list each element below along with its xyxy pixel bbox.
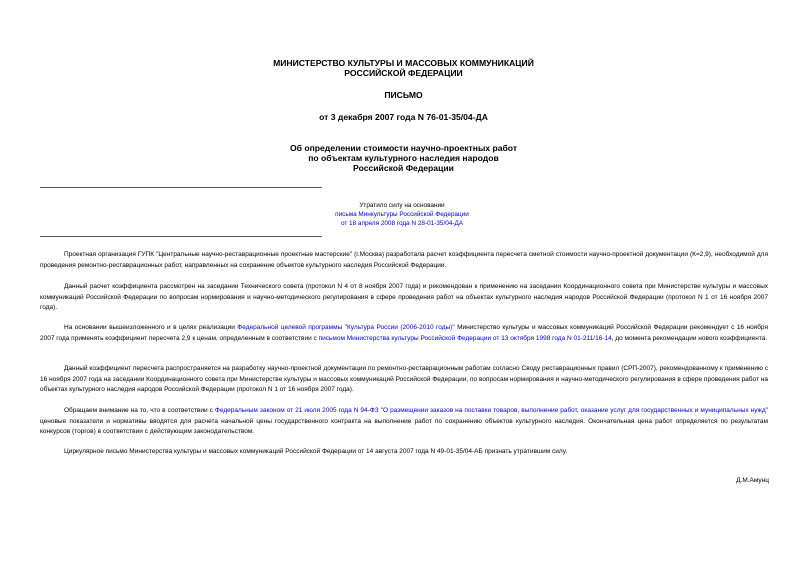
- paragraph-5-text-a: Обращаем внимание на то, что в соответствии с: [64, 407, 215, 414]
- federal-law-link[interactable]: Федеральным законом от 21 июля 2005 года N 94-ФЗ "О размещении заказов на поставки товаров, выполнение работ, оказание услуг для государственных и муниципальных нужд": [214, 407, 768, 414]
- status-note-link-line1[interactable]: письма Минкультуры Российской Федерации: [335, 211, 469, 218]
- federal-program-link[interactable]: Федеральной целевой программы "Культура России (2006-2010 годы)": [237, 324, 455, 331]
- paragraph-3-text-c: , до момента рекомендации нового коэффициента.: [611, 334, 768, 342]
- paragraph-4: Данный коэффициент пересчета распространяется на разработку научно-проектной документации по ремонтно-реставрационным работам согласно Своду реставрационных правил (СРП-2007), рекомендованному к применению с 16 ноября 2007 года на заседании Координационного совета при Министерстве культуры и массовых коммуникаций Российской Федерации, по вопросам нормирования и научно-методического регулирования в сфере проведения работ на объектах культурного наследия народов Российской Федерации (протокол N 1 от 16 ноября 2007 года).: [40, 365, 768, 393]
- document-type: ПИСЬМО: [384, 90, 423, 100]
- ministry-letter-link[interactable]: письмом Министерства культуры Российской Федерации от 13 октября 1998 года N 01-211/16-14: [318, 334, 612, 342]
- status-note: [232, 201, 572, 228]
- document-subject-line3: Российской Федерации: [353, 163, 454, 173]
- divider-top: [40, 187, 322, 188]
- document-subject-line1: Об определении стоимости научно-проектных работ: [289, 143, 518, 153]
- paragraph-3-text-a: На основании вышеизложенного и в целях реализации: [64, 324, 238, 331]
- paragraph-5-text-b: ценовые показатели и нормативы вводятся для расчета начальной цены государственного контракта на выполнение работ по сохранению объектов культурного наследия. Окончательная цена работ определяется по результатам конкурсов (торгов) в соответствии с действующим законодательством.: [40, 417, 768, 435]
- document-date-number: от 3 декабря 2007 года N 76-01-35/04-ДА: [319, 112, 488, 122]
- paragraph-2: Данный расчет коэффициента рассмотрен на заседании Технического совета (протокол N 4 от 8 ноября 2007 года) и рекомендован к применению на заседании Координационного совета при Министерстве культуры и массовых коммуникаций Российской Федерации по вопросам нормирования и научно-методического регулирования в сфере проведения работ на объектах культурного наследия народов Российской Федерации (протокол N 1 от 16 ноября 2007 года).: [40, 283, 768, 311]
- paragraph-5: [40, 406, 768, 438]
- ministry-title-line2: РОССИЙСКОЙ ФЕДЕРАЦИИ: [344, 68, 463, 78]
- paragraph-3-text-b: Министерство культуры и массовых коммуникаций Российской Федерации рекомендует с 16 ноября 2007 года применять коэффициент пересчета 2,9 к ценам, определенным в соответствии с: [40, 324, 768, 342]
- paragraph-1: Проектная организация ГУПК "Центральные научно-реставрационные проектные мастерские" (г.Москва) разработала расчет коэффициента пересчета сметной стоимости научно-проектной документации (К=2,9), необходимой для проведения ремонтно-реставрационных работ, направленных на сохранение объектов культурного наследия Российской Федерации.: [40, 251, 768, 269]
- status-note-link-line2[interactable]: от 18 апреля 2008 года N 28-01-35/04-ДА: [340, 220, 464, 227]
- signature: Д.М.Амунц: [736, 477, 769, 484]
- divider-bottom: [40, 236, 322, 237]
- status-note-line1: Утратило силу на основании: [359, 202, 445, 209]
- paragraph-3: [40, 323, 768, 344]
- paragraph-6: Циркулярное письмо Министерства культуры и массовых коммуникаций Российской Федерации от 14 августа 2007 года N 49-01-35/04-АБ признать утратившим силу.: [64, 448, 568, 455]
- document-subject-line2: по объектам культурного наследия народов: [308, 153, 499, 163]
- ministry-title-line1: МИНИСТЕРСТВО КУЛЬТУРЫ И МАССОВЫХ КОММУНИКАЦИЙ: [273, 58, 534, 68]
